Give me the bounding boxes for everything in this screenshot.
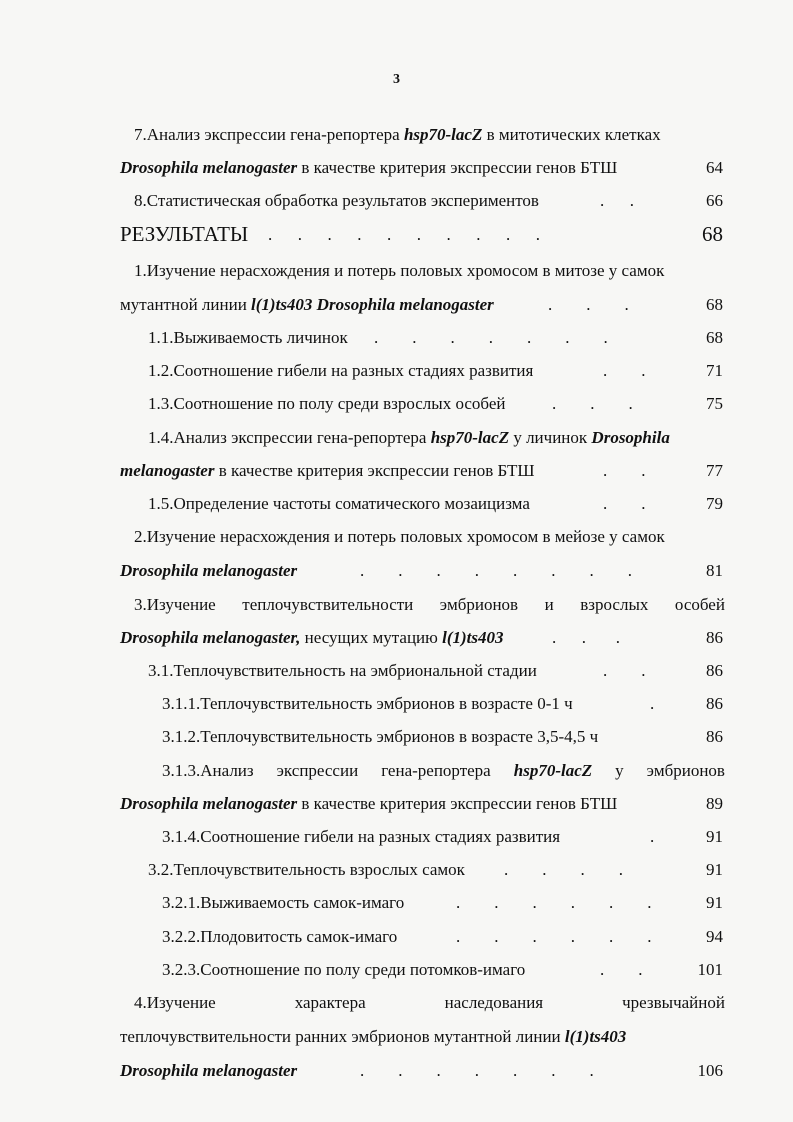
leader-dots: . . [600, 960, 643, 979]
page-ref: 94 [706, 927, 723, 946]
page-ref: 91 [706, 893, 723, 912]
leader-dots: . . [603, 494, 646, 513]
entry-word: 3.Изучение [134, 595, 216, 614]
leader-dots: . . [603, 661, 646, 680]
leader-dots: . . . . . . [456, 927, 652, 946]
entry-word: эмбрионов [646, 761, 725, 780]
page-ref: 77 [706, 461, 723, 480]
justified-line [134, 588, 725, 621]
page-ref: 101 [697, 960, 723, 979]
page-ref: 68 [706, 328, 723, 347]
leader-dots: . . . . . . . . . . [268, 225, 540, 244]
entry-text: 1.4.Анализ экспрессии гена-репортера [148, 428, 431, 447]
page-ref: 81 [706, 561, 723, 580]
entry-title: 3.1.Теплочувствительность на эмбриональной стадии [148, 661, 537, 680]
leader-dots: . . . . . . [456, 893, 652, 912]
entry-italic: l(1)ts403 [442, 628, 504, 647]
entry-text: мутантной линии [120, 295, 252, 314]
page-ref: 68 [702, 222, 723, 246]
justified-line [134, 986, 725, 1019]
entry-word: теплочувствительности [242, 595, 414, 614]
entry-title: 3.1.2.Теплочувствительность эмбрионов в возрасте 3,5-4,5 ч [162, 727, 599, 746]
entry-italic: Drosophila melanogaster [120, 158, 298, 177]
entry-title: 3.1.1.Теплочувствительность эмбрионов в возрасте 0-1 ч [162, 694, 573, 713]
entry-text: в качестве критерия экспрессии генов БТШ [297, 158, 618, 177]
entry-word: 4.Изучение [134, 993, 216, 1012]
page-ref: 68 [706, 295, 723, 314]
entry-title: 1.5.Определение частоты соматического мозаицизма [148, 494, 530, 513]
leader-dots: . . [603, 461, 646, 480]
leader-dots: . . [600, 191, 634, 210]
entry-text: в митотических клетках [482, 125, 661, 144]
leader-dots: . [650, 694, 655, 713]
entry-word: у [615, 761, 624, 780]
entry-word: особей [674, 595, 725, 614]
page-ref: 86 [706, 661, 723, 680]
entry-title: 8.Статистическая обработка результатов экспериментов [134, 191, 539, 210]
entry-title: 3.2.Теплочувствительность взрослых самок [148, 860, 465, 879]
entry-italic: hsp70-lacZ [430, 428, 510, 447]
entry-word: взрослых [580, 595, 649, 614]
entry-title: 1.3.Соотношение по полу среди взрослых особей [148, 394, 506, 413]
entry-italic: l(1)ts403 [564, 1027, 627, 1046]
page-ref: 75 [706, 394, 723, 413]
entry-italic: hsp70-lacZ [403, 125, 483, 144]
entry-text: теплочувствительности ранних эмбрионов мутантной линии [120, 1027, 565, 1046]
entry-text: в качестве критерия экспрессии генов БТШ [297, 794, 618, 813]
page-ref: 91 [706, 860, 723, 879]
entry-title: 1.Изучение нерасхождения и потерь половых хромосом в митозе у самок [134, 261, 665, 280]
leader-dots: . . . [552, 628, 620, 647]
entry-italic: Drosophila [591, 428, 670, 447]
leader-dots: . . . . . . . [374, 328, 608, 347]
entry-word: экспрессии [276, 761, 359, 780]
justified-line [162, 754, 725, 787]
entry-italic: Drosophila melanogaster [120, 561, 298, 580]
page-ref: 64 [706, 158, 723, 177]
entry-title: 3.2.2.Плодовитость самок-имаго [162, 927, 398, 946]
entry-italic: Drosophila melanogaster [120, 794, 298, 813]
entry-text: 7.Анализ экспрессии гена-репортера [134, 125, 404, 144]
page-ref: 66 [706, 191, 723, 210]
page-ref: 106 [697, 1061, 723, 1080]
page-ref: 86 [706, 694, 723, 713]
entry-title: 3.2.3.Соотношение по полу среди потомков-имаго [162, 960, 526, 979]
leader-dots: . . . [552, 394, 633, 413]
entry-title: 1.1.Выживаемость личинок [148, 328, 348, 347]
entry-italic: Drosophila melanogaster [120, 1061, 298, 1080]
entry-title: 3.1.4.Соотношение гибели на разных стадиях развития [162, 827, 561, 846]
entry-italic: hsp70-lacZ [513, 761, 593, 780]
leader-dots: . . . . [504, 860, 623, 879]
entry-word: характера [294, 993, 366, 1012]
page-ref: 79 [706, 494, 723, 513]
leader-dots: . [650, 827, 655, 846]
entry-italic: Drosophila melanogaster, [120, 628, 301, 647]
section-heading: РЕЗУЛЬТАТЫ [120, 222, 249, 246]
leader-dots: . . . . . . . . [360, 561, 632, 580]
page-ref: 71 [706, 361, 723, 380]
entry-text: у личинок [509, 428, 592, 447]
entry-title: 3.2.1.Выживаемость самок-имаго [162, 893, 405, 912]
entry-word: 3.1.3.Анализ [162, 761, 254, 780]
entry-word: наследования [444, 993, 544, 1012]
entry-text: в качестве критерия экспрессии генов БТШ [214, 461, 535, 480]
entry-italic: l(1)ts403 Drosophila melanogaster [251, 295, 494, 314]
entry-text: несущих мутацию [300, 628, 443, 647]
entry-word: эмбрионов [439, 595, 519, 614]
leader-dots: . . . [548, 295, 629, 314]
entry-title: 1.2.Соотношение гибели на разных стадиях развития [148, 361, 534, 380]
page-ref: 86 [706, 727, 723, 746]
entry-word: гена-репортера [381, 761, 491, 780]
entry-word: и [544, 595, 554, 614]
leader-dots: . . [603, 361, 646, 380]
entry-italic: melanogaster [120, 461, 215, 480]
entry-word: чрезвычайной [622, 993, 725, 1012]
entry-title: 2.Изучение нерасхождения и потерь половых хромосом в мейозе у самок [134, 527, 665, 546]
page-ref: 89 [706, 794, 723, 813]
page-ref: 86 [706, 628, 723, 647]
leader-dots: . . . . . . . [360, 1061, 594, 1080]
page-ref: 91 [706, 827, 723, 846]
page-number: 3 [393, 72, 400, 87]
